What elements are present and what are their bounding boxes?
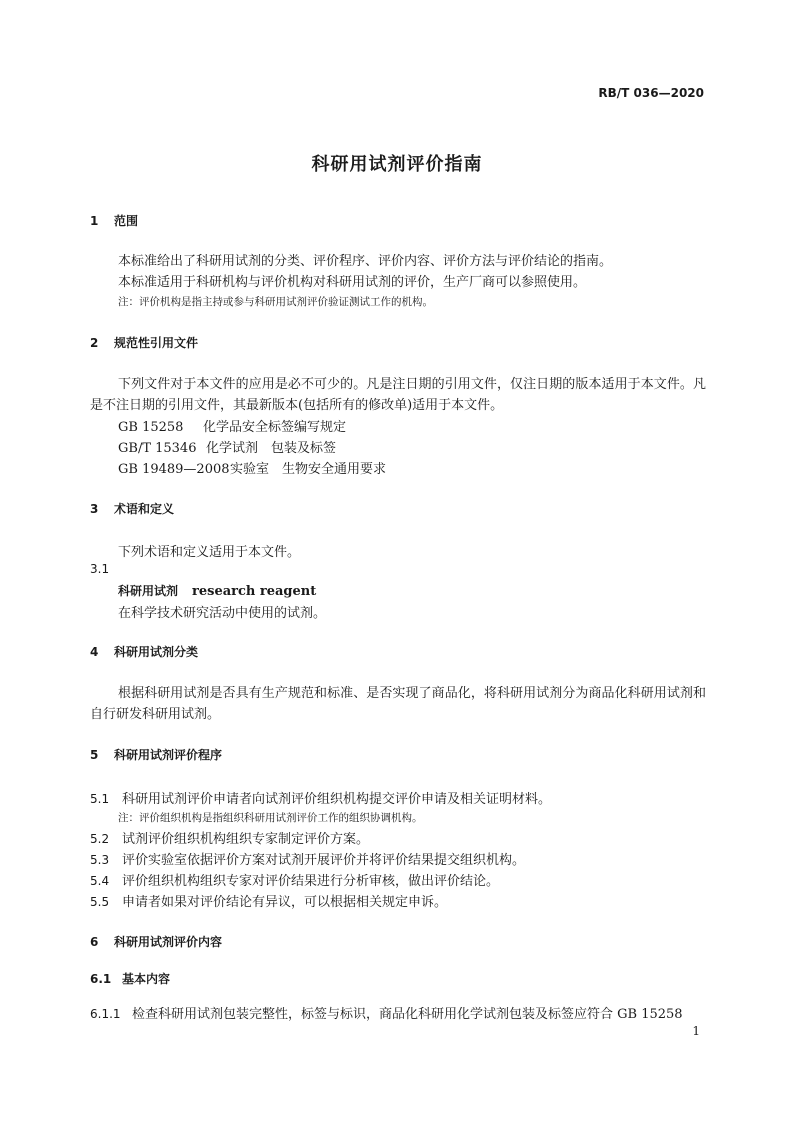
reference-code: GB/T 15346 <box>118 441 197 456</box>
reference-item <box>118 437 336 456</box>
section-number: 1 <box>90 214 99 228</box>
section-3-heading <box>90 500 174 517</box>
reference-item <box>118 458 386 477</box>
clause-number: 5.2 <box>90 832 110 846</box>
clause-item <box>90 870 499 889</box>
section-1-paragraph-1: 本标准给出了科研用试剂的分类、评价程序、评价内容、评价方法与评价结论的指南。 <box>118 254 613 269</box>
subsection-number: 6.1 <box>90 972 112 986</box>
section-2-heading <box>90 334 198 351</box>
section-number: 2 <box>90 336 99 350</box>
clause-number: 5.3 <box>90 853 110 867</box>
section-number: 5 <box>90 748 99 762</box>
term-entry <box>118 582 316 599</box>
section-4-paragraph-1: 根据科研用试剂是否具有生产规范和标准、是否实现了商品化，将科研用试剂分为商品化科研用试剂和自行研发科研用试剂。 <box>90 686 706 722</box>
term-definition: 在科学技术研究活动中使用的试剂。 <box>118 606 327 621</box>
term-english: research reagent <box>192 584 317 599</box>
term-number: 3.1 <box>90 562 110 576</box>
reference-title: 化学品安全标签编写规定 <box>203 420 347 435</box>
section-number: 3 <box>90 502 99 516</box>
clause-text: 检查科研用试剂包装完整性，标签与标识，商品化科研用化学试剂包装及标签应符合 GB 15258 <box>132 1007 683 1022</box>
page-title: 科研用试剂评价指南 <box>311 154 483 175</box>
clause-number: 5.5 <box>90 895 110 909</box>
clause-text: 评价实验室依据评价方案对试剂开展评价并将评价结果提交组织机构。 <box>122 853 526 868</box>
reference-code: GB 15258 <box>118 420 184 435</box>
clause-item <box>90 788 551 807</box>
reference-title: 化学试剂 包装及标签 <box>206 441 337 456</box>
reference-title: 实验室 生物安全通用要求 <box>230 462 387 477</box>
section-5-note: 注：评价组织机构是指组织科研用试剂评价工作的组织协调机构。 <box>118 812 423 824</box>
reference-code: GB 19489—2008 <box>118 462 230 477</box>
clause-number: 5.4 <box>90 874 110 888</box>
subsection-6-1-heading <box>90 970 170 987</box>
clause-text: 科研用试剂评价申请者向试剂评价组织机构提交评价申请及相关证明材料。 <box>122 792 552 807</box>
term-chinese: 科研用试剂 <box>118 584 179 598</box>
section-2-paragraph-1: 下列文件对于本文件的应用是必不可少的。凡是注日期的引用文件，仅注日期的版本适用于本文件。凡是不注日期的引用文件，其最新版本(包括所有的修改单)适用于本文件。 <box>90 377 706 413</box>
clause-item <box>90 1003 683 1022</box>
section-number: 4 <box>90 645 99 659</box>
reference-item <box>118 416 346 435</box>
section-title: 科研用试剂分类 <box>114 645 199 659</box>
clause-item <box>90 849 525 868</box>
section-1-paragraph-2: 本标准适用于科研机构与评价机构对科研用试剂的评价，生产厂商可以参照使用。 <box>118 275 587 290</box>
clause-text: 评价组织机构组织专家对评价结果进行分析审核，做出评价结论。 <box>122 874 500 889</box>
section-title: 范围 <box>114 214 139 228</box>
section-6-heading <box>90 933 222 950</box>
clause-text: 试剂评价组织机构组织专家制定评价方案。 <box>122 832 370 847</box>
section-5-heading <box>90 746 222 763</box>
section-title: 科研用试剂评价程序 <box>114 748 223 762</box>
section-title: 术语和定义 <box>114 502 175 516</box>
subsection-title: 基本内容 <box>122 972 171 986</box>
section-title: 规范性引用文件 <box>114 336 199 350</box>
clause-item <box>90 891 447 910</box>
clause-number: 5.1 <box>90 792 110 806</box>
page-number: 1 <box>692 1024 700 1038</box>
section-title: 科研用试剂评价内容 <box>114 935 223 949</box>
section-3-paragraph-1: 下列术语和定义适用于本文件。 <box>118 545 301 560</box>
document-code: RB/T 036—2020 <box>598 86 704 100</box>
clause-text: 申请者如果对评价结论有异议，可以根据相关规定申诉。 <box>122 895 448 910</box>
section-4-heading <box>90 643 198 660</box>
section-number: 6 <box>90 935 99 949</box>
section-1-note: 注：评价机构是指主持或参与科研用试剂评价验证测试工作的机构。 <box>118 296 433 308</box>
clause-number: 6.1.1 <box>90 1007 121 1021</box>
section-1-heading <box>90 212 138 229</box>
clause-item <box>90 828 369 847</box>
